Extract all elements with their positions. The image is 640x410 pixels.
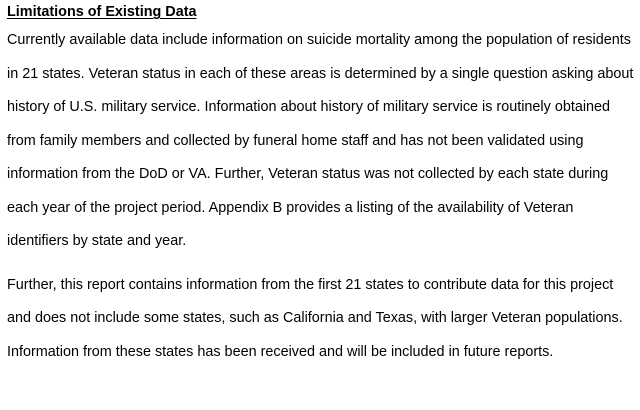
paragraph-state-coverage: Further, this report contains information from the first 21 states to contribute data for this project and does not include some states, such as California and Texas, with larger Veteran populations. Information from these states has been received and will be included in future reports. [7,276,623,360]
section-heading: Limitations of Existing Data [7,4,197,20]
document-page [7,0,635,369]
paragraph-limitations: Currently available data include information on suicide mortality among the population of residents in 21 states. Veteran status in each of these areas is determined by a single question asking about history of U.S. military service. Information about history of military service is routinely obtained from family members and collected by funeral home staff and has not been validated using information from the DoD or VA. Further, Veteran status was not collected by each state during each year of the project period. Appendix B provides a listing of the availability of Veteran identifiers by state and year. [7,32,634,249]
